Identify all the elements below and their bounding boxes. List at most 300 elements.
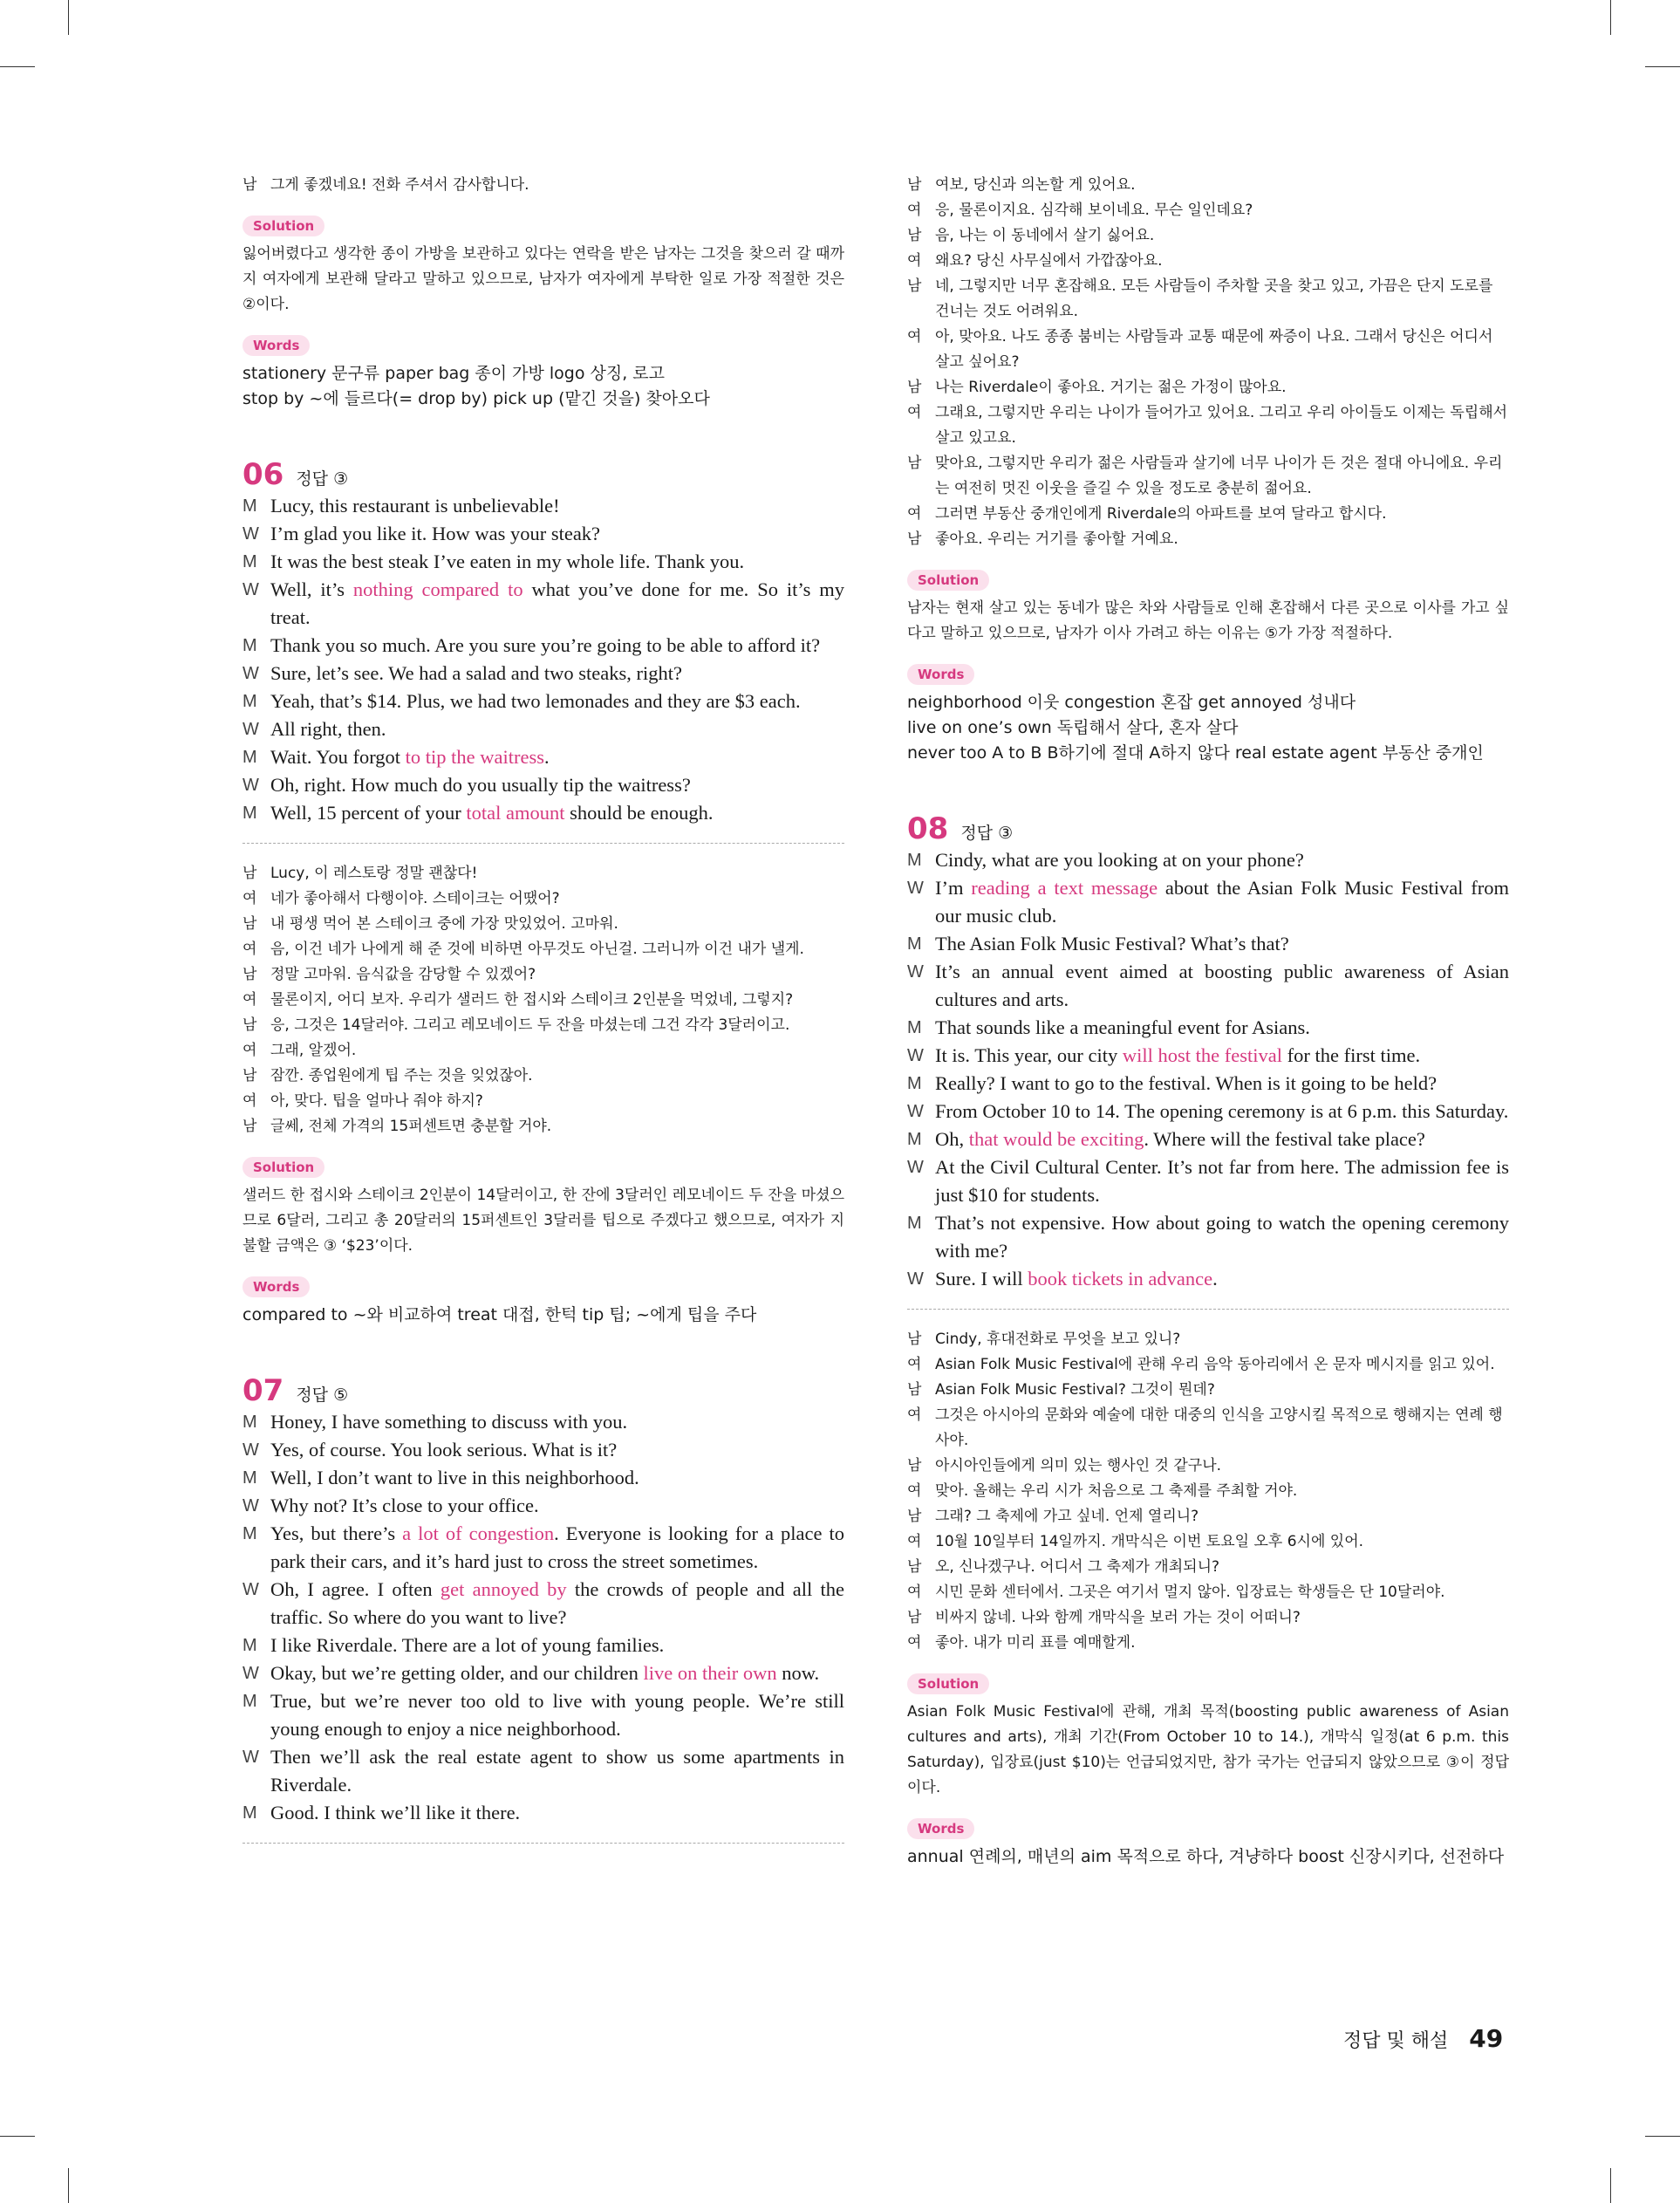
- text-segment: . Everyone is looking for a place to park their cars, and it’s hard just to cross the street sometimes.: [270, 1522, 845, 1572]
- speaker: 남: [907, 176, 922, 194]
- words-06-line: compared to ~와 비교하여 treat 대접, 한턱 tip 팁; ~에게 팁을 주다: [242, 1305, 757, 1324]
- translation-line: [907, 527, 1509, 552]
- translation-line: [907, 173, 1509, 198]
- translation-text: 음, 나는 이 동네에서 살기 싫어요.: [935, 227, 1155, 244]
- crop-mark: [0, 2136, 35, 2137]
- right-column: [907, 173, 1509, 1870]
- dialogue-line: [907, 1153, 1509, 1209]
- speaker: 여: [242, 1042, 257, 1059]
- dialogue-text: [935, 1125, 1509, 1153]
- translation-line: [907, 325, 1509, 375]
- translation-line: [907, 400, 1509, 451]
- speaker: 남: [242, 966, 257, 983]
- dialogue-line: [242, 1436, 844, 1464]
- answer-label: 정답 ③: [296, 469, 349, 489]
- dialogue-text: [270, 771, 844, 799]
- highlighted-phrase: nothing compared to: [352, 578, 523, 600]
- translation-line: [907, 1479, 1509, 1504]
- text-segment: True, but we’re never too old to live with young people. We’re still young enough to enjoy a nice neighborhood.: [270, 1690, 844, 1740]
- speaker: W: [242, 1664, 259, 1683]
- words-07-line: neighborhood 이웃 congestion 혼잡 get annoyed 성내다: [907, 693, 1356, 712]
- solution-06: 샐러드 한 접시와 스테이크 2인분이 14달러이고, 한 잔에 3달러인 레모네이드 두 잔을 마셨으므로 6달러, 그리고 총 20달러의 15퍼센트인 3달러를 팁으로 주겠다고 했으므로, 여자가 지불할 금액은 ③ ‘$23’이다.: [242, 1187, 844, 1255]
- speaker: 남: [242, 865, 257, 882]
- speaker: 여: [907, 1533, 922, 1550]
- words-tag: Words: [242, 335, 310, 356]
- dialogue-text: [270, 1436, 844, 1464]
- divider: [242, 1843, 844, 1844]
- translation-text: Asian Folk Music Festival에 관해 우리 음악 동아리에서 온 문자 메시지를 읽고 있어.: [935, 1356, 1495, 1373]
- speaker: 여: [907, 328, 922, 346]
- speaker: M: [242, 1524, 257, 1543]
- speaker: M: [242, 1692, 257, 1711]
- text-segment: Sure. I will: [935, 1268, 1028, 1290]
- speaker: 남: [242, 915, 257, 933]
- translation-line: [907, 1555, 1509, 1580]
- translation-text: Lucy, 이 레스토랑 정말 괜찮다!: [270, 865, 478, 882]
- dialogue-line: [242, 771, 844, 799]
- dialogue-line: [242, 1408, 844, 1436]
- translation-text: 시민 문화 센터에서. 그곳은 여기서 멀지 않아. 입장료는 학생들은 단 10달러야.: [935, 1584, 1445, 1601]
- words-07-line: live on one’s own 독립해서 살다, 혼자 살다: [907, 718, 1239, 737]
- dialogue-line: [242, 1799, 844, 1827]
- speaker: 남: [907, 1331, 922, 1348]
- speaker: 여: [907, 404, 922, 421]
- speaker: M: [242, 636, 257, 655]
- text-segment: about the Asian Folk Music Festival from our music club.: [935, 877, 1509, 927]
- left-column: [242, 173, 844, 1861]
- footer-label: 정답 및 해설: [1343, 2030, 1449, 2052]
- text-segment: That’s not expensive. How about going to watch the opening ceremony with me?: [935, 1212, 1509, 1262]
- speaker: 남: [907, 379, 922, 396]
- dialogue-line: [907, 1125, 1509, 1153]
- text-segment: Sure, let’s see. We had a salad and two steaks, right?: [270, 662, 683, 684]
- text-segment: Yes, but there’s: [270, 1522, 403, 1544]
- translation-line: [907, 274, 1509, 325]
- speaker: W: [242, 1748, 259, 1767]
- text-segment: Thank you so much. Are you sure you’re going to be able to afford it?: [270, 634, 821, 656]
- dialogue-line: [242, 1743, 844, 1799]
- speaker: 남: [907, 1381, 922, 1399]
- crop-mark: [1645, 2136, 1680, 2137]
- line-text: 그게 좋겠네요! 전화 주셔서 감사합니다.: [270, 176, 529, 194]
- question-08-header: [907, 811, 1509, 846]
- highlighted-phrase: live on their own: [643, 1662, 777, 1684]
- speaker: 여: [242, 1092, 257, 1110]
- translation-line: [907, 249, 1509, 274]
- text-segment: I like Riverdale. There are a lot of young families.: [270, 1634, 665, 1656]
- dialogue-07: [242, 1408, 844, 1827]
- text-segment: .: [1212, 1268, 1218, 1290]
- speaker: 여: [907, 1356, 922, 1373]
- translation-line: [242, 1038, 844, 1064]
- dialogue-text: [935, 1153, 1509, 1209]
- speaker: M: [242, 748, 257, 767]
- dialogue-text: [935, 1265, 1509, 1293]
- translation-07: [907, 173, 1509, 552]
- highlighted-phrase: a lot of congestion: [402, 1522, 555, 1544]
- speaker: M: [242, 1413, 257, 1432]
- question-number: 06: [242, 457, 284, 492]
- text-segment: what you’ve done for me. So it’s my treat.: [270, 578, 844, 628]
- translation-text: 그것은 아시아의 문화와 예술에 대한 대중의 인식을 고양시킬 목적으로 행해지는 연례 행사야.: [935, 1406, 1503, 1449]
- dialogue-line: [242, 660, 844, 688]
- dialogue-text: [270, 1632, 844, 1659]
- translation-line: [907, 451, 1509, 502]
- speaker: W: [242, 1496, 259, 1515]
- dialogue-line: [242, 1687, 844, 1743]
- speaker: 남: [242, 1067, 257, 1084]
- text-segment: It was the best steak I’ve eaten in my whole life. Thank you.: [270, 551, 745, 572]
- translation-text: 여보, 당신과 의논할 게 있어요.: [935, 176, 1136, 194]
- dialogue-line: [242, 520, 844, 548]
- speaker: 여: [242, 890, 257, 907]
- dialogue-text: [935, 1098, 1509, 1125]
- dialogue-line: [242, 715, 844, 743]
- dialogue-text: [270, 576, 844, 632]
- translation-text: 오, 신나겠구나. 어디서 그 축제가 개최되니?: [935, 1558, 1220, 1576]
- dialogue-line: [907, 1042, 1509, 1070]
- translation-text: 좋아. 내가 미리 표를 예매할게.: [935, 1634, 1136, 1652]
- crop-mark: [68, 0, 69, 35]
- translation-06: [242, 861, 844, 1139]
- question-06-header: [242, 457, 844, 492]
- translation-line: [242, 1013, 844, 1038]
- speaker: W: [907, 1269, 924, 1289]
- solution-05: 잃어버렸다고 생각한 종이 가방을 보관하고 있다는 연락을 받은 남자는 그것을 찾으러 갈 때까지 여자에게 보관해 달라고 말하고 있으므로, 남자가 여자에게 부탁한 일로 가장 적절한 것은 ②이다.: [242, 245, 844, 313]
- dialogue-text: [935, 930, 1509, 958]
- speaker: 남: [907, 530, 922, 548]
- answer-label: 정답 ③: [960, 824, 1014, 843]
- translation-line: [907, 1403, 1509, 1454]
- dialogue-line: [242, 492, 844, 520]
- solution-tag: Solution: [907, 1673, 989, 1694]
- text-segment: It is. This year, our city: [935, 1044, 1123, 1066]
- words-07-line: never too A to B B하기에 절대 A하지 않다 real estate agent 부동산 중개인: [907, 743, 1484, 763]
- dialogue-line: [242, 1632, 844, 1659]
- text-segment: Honey, I have something to discuss with you.: [270, 1411, 628, 1433]
- translation-text: 나는 Riverdale이 좋아요. 거기는 젊은 가정이 많아요.: [935, 379, 1287, 396]
- translation-line: [907, 1504, 1509, 1529]
- words-tag: Words: [242, 1276, 310, 1297]
- translation-text: 그래, 알겠어.: [270, 1042, 357, 1059]
- dialogue-line: [242, 576, 844, 632]
- speaker: 남: [242, 176, 257, 194]
- speaker: M: [907, 1074, 922, 1093]
- words-08-line: annual 연례의, 매년의 aim 목적으로 하다, 겨냥하다 boost 신장시키다, 선전하다: [907, 1847, 1505, 1866]
- dialogue-text: [270, 1687, 844, 1743]
- speaker: W: [242, 580, 259, 599]
- speaker: W: [242, 664, 259, 683]
- speaker: M: [907, 934, 922, 954]
- translation-line: [907, 1352, 1509, 1378]
- text-segment: Oh, right. How much do you usually tip the waitress?: [270, 774, 691, 796]
- dialogue-line: [907, 846, 1509, 874]
- translation-line: [242, 937, 844, 962]
- translation-text: 그래요, 그렇지만 우리는 나이가 들어가고 있어요. 그리고 우리 아이들도 이제는 독립해서 살고 있고요.: [935, 404, 1508, 447]
- dialogue-text: [935, 846, 1509, 874]
- dialogue-text: [270, 1408, 844, 1436]
- question-07-header: [242, 1373, 844, 1408]
- dialogue-line: [907, 1098, 1509, 1125]
- translation-line: [242, 861, 844, 886]
- translation-text: 정말 고마워. 음식값을 감당할 수 있겠어?: [270, 966, 536, 983]
- translation-text: 응, 물론이지요. 심각해 보이네요. 무슨 일인데요?: [935, 202, 1253, 219]
- text-segment: Lucy, this restaurant is unbelievable!: [270, 495, 560, 517]
- highlighted-phrase: to tip the waitress: [405, 746, 545, 768]
- divider: [242, 843, 844, 844]
- speaker: M: [907, 1018, 922, 1037]
- dialogue-text: [935, 1014, 1509, 1042]
- speaker: W: [242, 524, 259, 544]
- solution-tag: Solution: [907, 570, 989, 591]
- translation-text: 물론이지, 어디 보자. 우리가 샐러드 한 접시와 스테이크 2인분을 먹었네, 그렇지?: [270, 991, 794, 1009]
- text-segment: From October 10 to 14. The opening ceremony is at 6 p.m. this Saturday.: [935, 1100, 1509, 1122]
- speaker: 남: [907, 1558, 922, 1576]
- words-tag: Words: [907, 664, 974, 685]
- dialogue-line: [907, 874, 1509, 930]
- translation-line: [242, 886, 844, 912]
- speaker: W: [242, 720, 259, 739]
- text-segment: for the first time.: [1282, 1044, 1421, 1066]
- speaker: 여: [907, 505, 922, 523]
- text-segment: I’m glad you like it. How was your steak?: [270, 523, 601, 544]
- translation-line: [242, 1089, 844, 1114]
- dialogue-line: [907, 958, 1509, 1014]
- translation-line: [907, 502, 1509, 527]
- text-segment: the crowds of people and all the traffic. So where do you want to live?: [270, 1578, 845, 1628]
- speaker: 여: [907, 252, 922, 270]
- translation-line: [907, 375, 1509, 400]
- speaker: W: [907, 879, 924, 898]
- dialogue-text: [270, 492, 844, 520]
- translation-text: 잠깐. 종업원에게 팁 주는 것을 잊었잖아.: [270, 1067, 533, 1084]
- translation-text: 응, 그것은 14달러야. 그리고 레모네이드 두 잔을 마셨는데 그건 각각 3달러이고.: [270, 1016, 790, 1034]
- speaker: M: [242, 692, 257, 711]
- speaker: M: [242, 1803, 257, 1823]
- translation-text: 비싸지 않네. 나와 함께 개막식을 보러 가는 것이 어떠니?: [935, 1609, 1301, 1626]
- dialogue-text: [935, 874, 1509, 930]
- dialogue-text: [270, 743, 844, 771]
- speaker: M: [907, 1214, 922, 1233]
- intro-line: [242, 173, 844, 198]
- speaker: 남: [907, 277, 922, 295]
- question-number: 08: [907, 811, 949, 846]
- speaker: M: [242, 496, 257, 516]
- text-segment: Oh,: [935, 1128, 969, 1150]
- translation-line: [242, 962, 844, 988]
- speaker: 여: [242, 991, 257, 1009]
- translation-text: 그러면 부동산 중개인에게 Riverdale의 아파트를 보여 달라고 합시다.: [935, 505, 1387, 523]
- words-05-line: stop by ~에 들르다(= drop by) pick up (맡긴 것을) 찾아오다: [242, 389, 710, 408]
- question-number: 07: [242, 1373, 284, 1408]
- speaker: 남: [907, 1609, 922, 1626]
- translation-text: 그래? 그 축제에 가고 싶네. 언제 열리니?: [935, 1508, 1199, 1525]
- text-segment: Really? I want to go to the festival. When is it going to be held?: [935, 1072, 1438, 1094]
- translation-line: [907, 1378, 1509, 1403]
- translation-text: 네, 그렇지만 너무 혼잡해요. 모든 사람들이 주차할 곳을 찾고 있고, 가끔은 단지 도로를 건너는 것도 어려워요.: [935, 277, 1493, 320]
- speaker: W: [242, 1440, 259, 1460]
- dialogue-line: [242, 688, 844, 715]
- translation-text: 좋아요. 우리는 거기를 좋아할 거예요.: [935, 530, 1178, 548]
- dialogue-text: [270, 1464, 844, 1492]
- dialogue-text: [270, 799, 844, 827]
- translation-line: [907, 1605, 1509, 1631]
- dialogue-text: [270, 1659, 844, 1687]
- page-footer: [1343, 2024, 1503, 2053]
- speaker: 남: [907, 455, 922, 472]
- translation-text: Cindy, 휴대전화로 무엇을 보고 있니?: [935, 1331, 1181, 1348]
- translation-text: 내 평생 먹어 본 스테이크 중에 가장 맛있었어. 고마워.: [270, 915, 618, 933]
- translation-text: 아, 맞다. 팁을 얼마나 줘야 하지?: [270, 1092, 483, 1110]
- highlighted-phrase: will host the festival: [1122, 1044, 1283, 1066]
- solution-08: Asian Folk Music Festival에 관해, 개최 목적(boosting public awareness of Asian cultures and arts), 개최 기간(From October 10 to 14.), 개막식 일정(at 6 p.m. this Saturday), 입장료(just $10)는 언급되었지만, 참가 국가는 언급되지 않았으므로 ③이 정답이다.: [907, 1703, 1509, 1796]
- dialogue-line: [242, 1520, 844, 1576]
- speaker: M: [242, 804, 257, 823]
- text-segment: At the Civil Cultural Center. It’s not far from here. The admission fee is just $10 for students.: [935, 1156, 1509, 1206]
- speaker: W: [242, 776, 259, 795]
- dialogue-08: [907, 846, 1509, 1293]
- dialogue-line: [907, 930, 1509, 958]
- dialogue-text: [935, 1209, 1509, 1265]
- text-segment: Yes, of course. You look serious. What is it?: [270, 1439, 618, 1461]
- dialogue-line: [242, 743, 844, 771]
- dialogue-line: [242, 799, 844, 827]
- page-number: 49: [1469, 2024, 1504, 2053]
- dialogue-line: [907, 1265, 1509, 1293]
- highlighted-phrase: total amount: [466, 802, 565, 824]
- text-segment: Yeah, that’s $14. Plus, we had two lemonades and they are $3 each.: [270, 690, 801, 712]
- speaker: W: [907, 962, 924, 982]
- translation-line: [907, 1454, 1509, 1479]
- speaker: 여: [907, 1584, 922, 1601]
- solution-07: 남자는 현재 살고 있는 동네가 많은 차와 사람들로 인해 혼잡해서 다른 곳으로 이사를 가고 싶다고 말하고 있으므로, 남자가 이사 가려고 하는 이유는 ⑤가 가장 적절하다.: [907, 599, 1509, 642]
- text-segment: I’m: [935, 877, 972, 899]
- dialogue-line: [242, 1659, 844, 1687]
- text-segment: should be enough.: [564, 802, 714, 824]
- solution-tag: Solution: [242, 1157, 324, 1178]
- dialogue-text: [270, 660, 844, 688]
- translation-line: [242, 988, 844, 1013]
- text-segment: Well, I don’t want to live in this neighborhood.: [270, 1467, 639, 1488]
- answer-label: 정답 ⑤: [296, 1385, 349, 1405]
- speaker: M: [907, 851, 922, 870]
- dialogue-text: [270, 1520, 844, 1576]
- text-segment: . Where will the festival take place?: [1144, 1128, 1425, 1150]
- speaker: M: [242, 552, 257, 571]
- speaker: 여: [907, 202, 922, 219]
- dialogue-text: [270, 715, 844, 743]
- translation-text: 아시아인들에게 의미 있는 행사인 것 같구나.: [935, 1457, 1222, 1474]
- speaker: W: [242, 1580, 259, 1599]
- dialogue-text: [935, 958, 1509, 1014]
- dialogue-line: [242, 1576, 844, 1632]
- text-segment: Well, 15 percent of your: [270, 802, 467, 824]
- text-segment: Good. I think we’ll like it there.: [270, 1802, 521, 1823]
- dialogue-text: [270, 520, 844, 548]
- dialogue-text: [270, 1799, 844, 1827]
- translation-line: [242, 912, 844, 937]
- text-segment: Why not? It’s close to your office.: [270, 1495, 539, 1516]
- speaker: 여: [907, 1634, 922, 1652]
- translation-line: [907, 1529, 1509, 1555]
- highlighted-phrase: get annoyed by: [440, 1578, 567, 1600]
- dialogue-line: [907, 1209, 1509, 1265]
- translation-line: [907, 1631, 1509, 1656]
- crop-mark: [1645, 66, 1680, 67]
- dialogue-line: [242, 548, 844, 576]
- text-segment: All right, then.: [270, 718, 386, 740]
- text-segment: The Asian Folk Music Festival? What’s that?: [935, 933, 1289, 954]
- text-segment: It’s an annual event aimed at boosting public awareness of Asian cultures and arts.: [935, 961, 1509, 1010]
- dialogue-text: [935, 1070, 1509, 1098]
- speaker: M: [907, 1130, 922, 1149]
- speaker: 여: [242, 941, 257, 958]
- dialogue-text: [270, 1492, 844, 1520]
- highlighted-phrase: book tickets in advance: [1028, 1268, 1213, 1290]
- speaker: W: [907, 1158, 924, 1177]
- translation-text: 맞아요, 그렇지만 우리가 젊은 사람들과 살기에 너무 나이가 든 것은 절대 아니에요. 우리는 여전히 멋진 이웃을 즐길 수 있을 정도로 충분히 젊어요.: [935, 455, 1503, 497]
- translation-text: Asian Folk Music Festival? 그것이 뭔데?: [935, 1381, 1215, 1399]
- text-segment: Oh, I agree. I often: [270, 1578, 440, 1600]
- highlighted-phrase: that would be exciting: [968, 1128, 1144, 1150]
- translation-08: [907, 1327, 1509, 1656]
- speaker: M: [242, 1468, 257, 1488]
- dialogue-line: [907, 1014, 1509, 1042]
- translation-line: [242, 1064, 844, 1089]
- crop-mark: [1610, 2168, 1611, 2203]
- speaker: 여: [907, 1482, 922, 1500]
- text-segment: That sounds like a meaningful event for Asians.: [935, 1016, 1310, 1038]
- dialogue-line: [242, 1492, 844, 1520]
- dialogue-text: [270, 632, 844, 660]
- crop-mark: [1610, 0, 1611, 35]
- speaker: 남: [907, 1508, 922, 1525]
- dialogue-text: [270, 1743, 844, 1799]
- dialogue-line: [242, 1464, 844, 1492]
- highlighted-phrase: reading a text message: [971, 877, 1158, 899]
- dialogue-text: [270, 688, 844, 715]
- dialogue-text: [270, 1576, 844, 1632]
- translation-text: 10월 10일부터 14일까지. 개막식은 이번 토요일 오후 6시에 있어.: [935, 1533, 1364, 1550]
- text-segment: now.: [776, 1662, 820, 1684]
- translation-text: 맞아. 올해는 우리 시가 처음으로 그 축제를 주최할 거야.: [935, 1482, 1298, 1500]
- speaker: W: [907, 1102, 924, 1121]
- crop-mark: [68, 2168, 69, 2203]
- translation-line: [907, 1580, 1509, 1605]
- translation-text: 음, 이건 네가 나에게 해 준 것에 비하면 아무것도 아닌걸. 그러니까 이건 내가 낼게.: [270, 941, 804, 958]
- speaker: 여: [907, 1406, 922, 1424]
- words-tag: Words: [907, 1818, 974, 1839]
- translation-text: 왜요? 당신 사무실에서 가깝잖아요.: [935, 252, 1163, 270]
- dialogue-06: [242, 492, 844, 827]
- text-segment: .: [544, 746, 550, 768]
- dialogue-line: [907, 1070, 1509, 1098]
- solution-tag: Solution: [242, 216, 324, 236]
- text-segment: Wait. You forgot: [270, 746, 406, 768]
- speaker: 남: [242, 1016, 257, 1034]
- translation-text: 네가 좋아해서 다행이야. 스테이크는 어땠어?: [270, 890, 560, 907]
- text-segment: Well, it’s: [270, 578, 353, 600]
- text-segment: Then we’ll ask the real estate agent to show us some apartments in Riverdale.: [270, 1746, 844, 1796]
- speaker: 남: [907, 1457, 922, 1474]
- speaker: M: [242, 1636, 257, 1655]
- translation-line: [242, 1114, 844, 1139]
- divider: [907, 1309, 1509, 1310]
- text-segment: Cindy, what are you looking at on your phone?: [935, 849, 1304, 871]
- dialogue-text: [270, 548, 844, 576]
- words-05-line: stationery 문구류 paper bag 종이 가방 logo 상징, 로고: [242, 364, 665, 383]
- crop-mark: [0, 66, 35, 67]
